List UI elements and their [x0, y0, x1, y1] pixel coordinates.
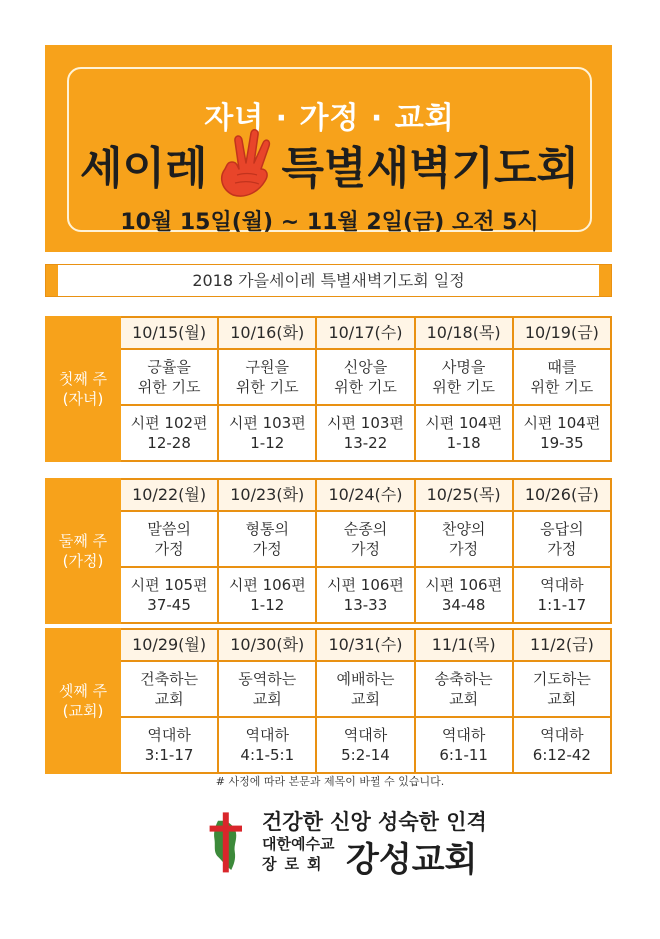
title-bar-accent-right	[599, 265, 611, 296]
day-passage	[415, 717, 513, 773]
day-passage	[513, 717, 611, 773]
theme-line2: 위한 기도	[235, 378, 299, 396]
passage-line1: 시편 103편	[228, 414, 306, 432]
day-passage	[513, 567, 611, 623]
passage-line2: 1:1-17	[537, 596, 587, 614]
theme-line1: 때를	[547, 358, 577, 376]
day-passage	[415, 567, 513, 623]
three-fingers-hand-icon	[213, 129, 275, 199]
theme-line2: 가정	[252, 540, 282, 558]
theme-line1: 긍휼을	[147, 358, 191, 376]
passage-line1: 시편 104편	[523, 414, 601, 432]
theme-line1: 찬양의	[441, 520, 486, 538]
day-date: 11/1(목)	[415, 629, 513, 661]
day-date: 10/29(월)	[120, 629, 218, 661]
theme-line1: 사명을	[441, 358, 486, 376]
week-label-line1: 셋째 주	[58, 682, 108, 700]
day-date: 11/2(금)	[513, 629, 611, 661]
title-bar-accent-left	[46, 265, 58, 296]
week-label-line1: 둘째 주	[58, 532, 108, 550]
week-label	[46, 479, 120, 623]
passage-line1: 역대하	[343, 726, 388, 744]
passage-line2: 1-18	[446, 434, 481, 452]
day-theme	[415, 511, 513, 567]
day-passage	[415, 405, 513, 461]
passage-line2: 13-33	[343, 596, 388, 614]
passage-line2: 34-48	[441, 596, 486, 614]
theme-line1: 기도하는	[532, 670, 591, 688]
passage-line2: 6:1-11	[439, 746, 488, 764]
day-date: 10/16(화)	[218, 317, 316, 349]
theme-line1: 건축하는	[140, 670, 199, 688]
theme-line1: 순종의	[343, 520, 388, 538]
day-date: 10/22(월)	[120, 479, 218, 511]
schedule-title: 2018 가을세이레 특별새벽기도회 일정	[192, 271, 465, 290]
day-date: 10/18(목)	[415, 317, 513, 349]
week-2-table	[45, 478, 612, 624]
day-passage	[120, 717, 218, 773]
theme-line1: 동역하는	[238, 670, 297, 688]
day-theme	[316, 661, 414, 717]
passage-line1: 역대하	[147, 726, 191, 744]
day-date: 10/24(수)	[316, 479, 414, 511]
week-label-line2: (가정)	[62, 552, 104, 570]
passage-line1: 역대하	[540, 576, 584, 594]
passage-line2: 1-12	[250, 434, 285, 452]
theme-line2: 위한 기도	[530, 378, 594, 396]
week-label	[46, 629, 120, 773]
day-theme	[415, 349, 513, 405]
theme-line2: 가정	[547, 540, 577, 558]
day-passage	[316, 405, 414, 461]
day-date: 10/19(금)	[513, 317, 611, 349]
day-passage	[316, 717, 414, 773]
theme-line1: 응답의	[540, 520, 584, 538]
day-passage	[120, 405, 218, 461]
theme-line2: 교회	[449, 690, 479, 708]
day-theme	[120, 511, 218, 567]
passage-line2: 37-45	[147, 596, 191, 614]
passage-line2: 13-22	[343, 434, 388, 452]
passage-line2: 1-12	[250, 596, 285, 614]
day-theme	[218, 661, 316, 717]
day-theme	[316, 511, 414, 567]
passage-line1: 시편 105편	[130, 576, 208, 594]
day-theme	[415, 661, 513, 717]
passage-line2: 3:1-17	[144, 746, 194, 764]
theme-line2: 위한 기도	[137, 378, 201, 396]
passage-line2: 5:2-14	[341, 746, 390, 764]
day-theme	[120, 661, 218, 717]
day-theme	[316, 349, 414, 405]
passage-line2: 4:1-5:1	[240, 746, 295, 764]
theme-line1: 송축하는	[434, 670, 493, 688]
church-name: 강성교회	[346, 840, 478, 880]
event-banner	[45, 45, 612, 252]
day-date: 10/25(목)	[415, 479, 513, 511]
day-date: 10/15(월)	[120, 317, 218, 349]
day-passage	[513, 405, 611, 461]
passage-line1: 시편 103편	[327, 414, 404, 432]
passage-line1: 시편 104편	[425, 414, 503, 432]
theme-line1: 신앙을	[343, 358, 388, 376]
banner-title	[69, 129, 590, 199]
day-theme	[513, 661, 611, 717]
schedule-title-bar	[45, 264, 612, 297]
week-1-table	[45, 316, 612, 462]
theme-line2: 가정	[449, 540, 479, 558]
theme-line2: 교회	[547, 690, 577, 708]
day-date: 10/17(수)	[316, 317, 414, 349]
banner-dates: 10월 15일(월) ~ 11월 2일(금) 오전 5시	[120, 210, 539, 235]
day-date: 10/31(수)	[316, 629, 414, 661]
day-theme	[513, 349, 611, 405]
day-date: 10/23(화)	[218, 479, 316, 511]
passage-line1: 시편 106편	[327, 576, 404, 594]
week-label-line1: 첫째 주	[58, 370, 108, 388]
denomination-line1: 대한예수교	[262, 835, 335, 853]
day-theme	[120, 349, 218, 405]
banner-subtitle: 자녀 · 가정 · 교회	[204, 101, 455, 136]
schedule-note: # 사정에 따라 본문과 제목이 바뀔 수 있습니다.	[215, 775, 445, 788]
theme-line1: 구원을	[245, 358, 290, 376]
theme-line2: 교회	[154, 690, 184, 708]
week-label-line2: (자녀)	[62, 390, 104, 408]
day-passage	[218, 405, 316, 461]
banner-title-left: 세이레	[79, 143, 208, 194]
passage-line2: 12-28	[147, 434, 191, 452]
theme-line1: 예배하는	[336, 670, 395, 688]
theme-line1: 말씀의	[147, 520, 191, 538]
passage-line1: 역대하	[540, 726, 584, 744]
day-theme	[218, 349, 316, 405]
theme-line2: 가정	[154, 540, 184, 558]
church-cross-map-logo-icon	[200, 803, 260, 883]
theme-line2: 교회	[252, 690, 282, 708]
theme-line2: 위한 기도	[432, 378, 496, 396]
day-passage	[218, 717, 316, 773]
footer-slogan: 건강한 신앙 성숙한 인격	[262, 810, 487, 834]
day-date: 10/26(금)	[513, 479, 611, 511]
theme-line1: 형통의	[245, 520, 290, 538]
week-label	[46, 317, 120, 461]
day-passage	[120, 567, 218, 623]
week-label-line2: (교회)	[62, 702, 104, 720]
banner-frame	[67, 67, 592, 235]
passage-line1: 시편 102편	[130, 414, 208, 432]
day-theme	[218, 511, 316, 567]
passage-line2: 6:12-42	[532, 746, 591, 764]
passage-line1: 역대하	[245, 726, 290, 744]
passage-line1: 시편 106편	[425, 576, 503, 594]
day-date: 10/30(화)	[218, 629, 316, 661]
theme-line2: 교회	[350, 690, 380, 708]
day-passage	[316, 567, 414, 623]
week-3-table	[45, 628, 612, 774]
day-passage	[218, 567, 316, 623]
theme-line2: 위한 기도	[334, 378, 397, 396]
theme-line2: 가정	[350, 540, 380, 558]
banner-title-right: 특별새벽기도회	[281, 143, 580, 194]
passage-line1: 시편 106편	[228, 576, 306, 594]
passage-line1: 역대하	[441, 726, 486, 744]
day-theme	[513, 511, 611, 567]
passage-line2: 19-35	[540, 434, 584, 452]
denomination-line2: 장로회	[262, 855, 330, 873]
